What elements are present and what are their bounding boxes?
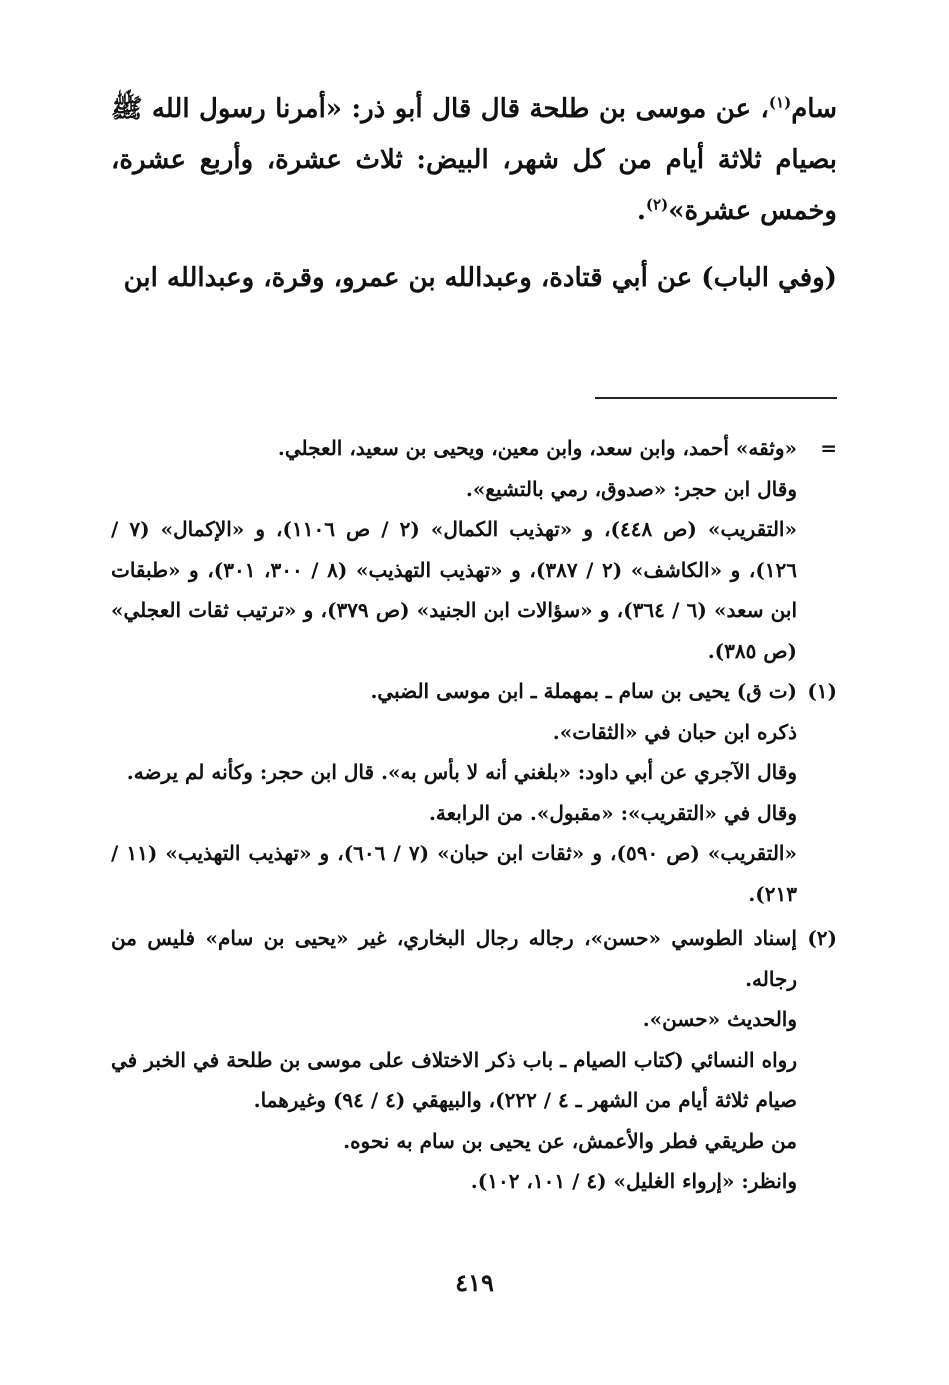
footnote-divider [595,397,837,399]
footnote-line: من طريقي فطر والأعمش، عن يحيى بن سام به نحوه. [343,1128,797,1153]
footnote-line: والحديث «حسن». [642,1007,797,1031]
hadith-paragraph [111,84,837,237]
main-text [111,84,837,304]
footnote-body [111,428,797,671]
footnotes [111,428,837,1202]
footnote-1 [111,671,837,914]
bab-paragraph: (وفي الباب) عن أبي قتادة، وعبدالله بن عمرو، وقرة، وعبدالله ابن [123,263,837,293]
footnote-ref-2[interactable]: (٢) [645,195,669,214]
footnote-line: «وثقه» أحمد، وابن سعد، وابن معين، ويحيى بن سعيد، العجلي. [277,436,797,460]
footnote-line: وقال الآجري عن أبي داود: «بلغني أنه لا بأس به». قال ابن حجر: وكأنه لم يرضه. [126,760,797,784]
footnote-line: ذكره ابن حبان في «الثقات». [552,719,797,744]
footnote-line: وانظر: «إرواء الغليل» (٤ / ١٠١، ١٠٢). [470,1169,797,1193]
text-segment: سام [791,94,837,124]
footnote-line: «التقريب» (ص ٤٤٨)، و «تهذيب الكمال» (٢ / ص ١١٠٦)، و «الإكمال» (٧ / ١٢٦)، و «الكاشف» (٢ / ٣٨٧)، و «تهذيب التهذيب» (٨ / ٣٠٠، ٣٠١)، و «طبقات ابن سعد» (٦ / ٣٦٤)، و «سؤالات ابن الجنيد» (ص ٣٧٩)، و «ترتيب ثقات العجلي» (ص ٣٨٥). [111,517,798,663]
footnote-line: (ت ق) يحيى بن سام ـ بمهملة ـ ابن موسى الضبي. [370,679,797,703]
continuation-mark: = [820,436,837,460]
footnote-ref-1[interactable]: (١) [768,93,792,112]
text-segment: ، عن موسى بن طلحة قال قال أبو ذر: «أمرنا رسول الله ﷺ بصيام ثلاثة أيام من كل شهر، البيض: ثلاث عشرة، وأربع عشرة، وخمس عشرة» [111,94,837,226]
footnote-line: «التقريب» (ص ٥٩٠)، و «ثقات ابن حبان» (٧ / ٦٠٦)، و «تهذيب التهذيب» (١١ / ٢١٣). [111,841,797,906]
footnote-1-mark: (١) [807,679,837,703]
footnote-2-mark: (٢) [807,926,837,950]
footnote-2 [111,918,837,1202]
text-segment: . [636,196,646,226]
footnote-line: إسناد الطوسي «حسن»، رجاله رجال البخاري، غير «يحيى بن سام» فليس من رجاله. [111,926,797,991]
footnote-line: وقال في «التقريب»: «مقبول». من الرابعة. [428,800,797,825]
footnote-body [111,918,797,1202]
footnote-continuation [111,428,837,671]
footnote-line: رواه النسائي (كتاب الصيام ـ باب ذكر الاختلاف على موسى بن طلحة في الخبر في صيام ثلاثة أيام من الشهر ـ ٤ / ٢٢٢)، والبيهقي (٤ / ٩٤) وغيرهما. [111,1047,797,1112]
footnote-body [111,671,797,914]
footnote-line: وقال ابن حجر: «صدوق، رمي بالتشيع». [465,476,797,501]
page-number: ٤١٩ [455,1268,494,1297]
